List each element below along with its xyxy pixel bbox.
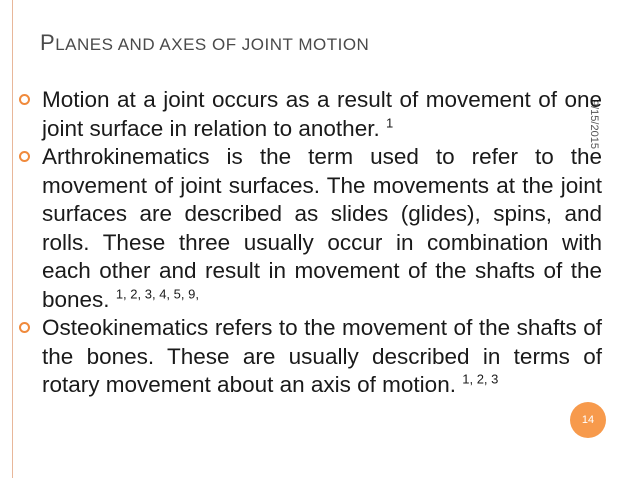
bullet-ring-icon xyxy=(19,94,30,105)
bullet-ring-icon xyxy=(19,151,30,162)
bullet-list xyxy=(16,86,602,400)
reference-superscript: 1, 2, 3 xyxy=(462,371,499,387)
reference-superscript: 1 xyxy=(385,115,394,130)
bullet-item xyxy=(16,314,602,400)
title-rest: LANES AND AXES OF JOINT MOTION xyxy=(55,35,370,54)
bullet-body: Osteokinematics refers to the movement of the shafts of the bones. These are usually described in terms of rotary movement about an axis of motion. xyxy=(42,315,602,397)
bullet-text xyxy=(42,86,602,143)
bullet-text xyxy=(42,314,602,400)
bullet-body: Motion at a joint occurs as a result of movement of one joint surface in relation to another. xyxy=(42,87,602,141)
left-accent-rule xyxy=(12,0,13,478)
reference-superscript: 1, 2, 3, 4, 5, 9, xyxy=(115,286,199,301)
title-initial: P xyxy=(40,30,56,55)
bullet-item xyxy=(16,143,602,314)
page-number-badge: 14 xyxy=(570,402,606,438)
slide-title xyxy=(40,30,369,56)
bullet-item xyxy=(16,86,602,143)
bullet-body: Arthrokinematics is the term used to refer to the movement of joint surfaces. The movements at the joint surfaces are described as slides (glides), spins, and rolls. These three usually occur in combination with each other and result in movement of the shafts of the bones. xyxy=(42,144,602,312)
slide-date: 9/15/2015 xyxy=(588,100,600,149)
bullet-text xyxy=(42,143,602,314)
bullet-ring-icon xyxy=(19,322,30,333)
